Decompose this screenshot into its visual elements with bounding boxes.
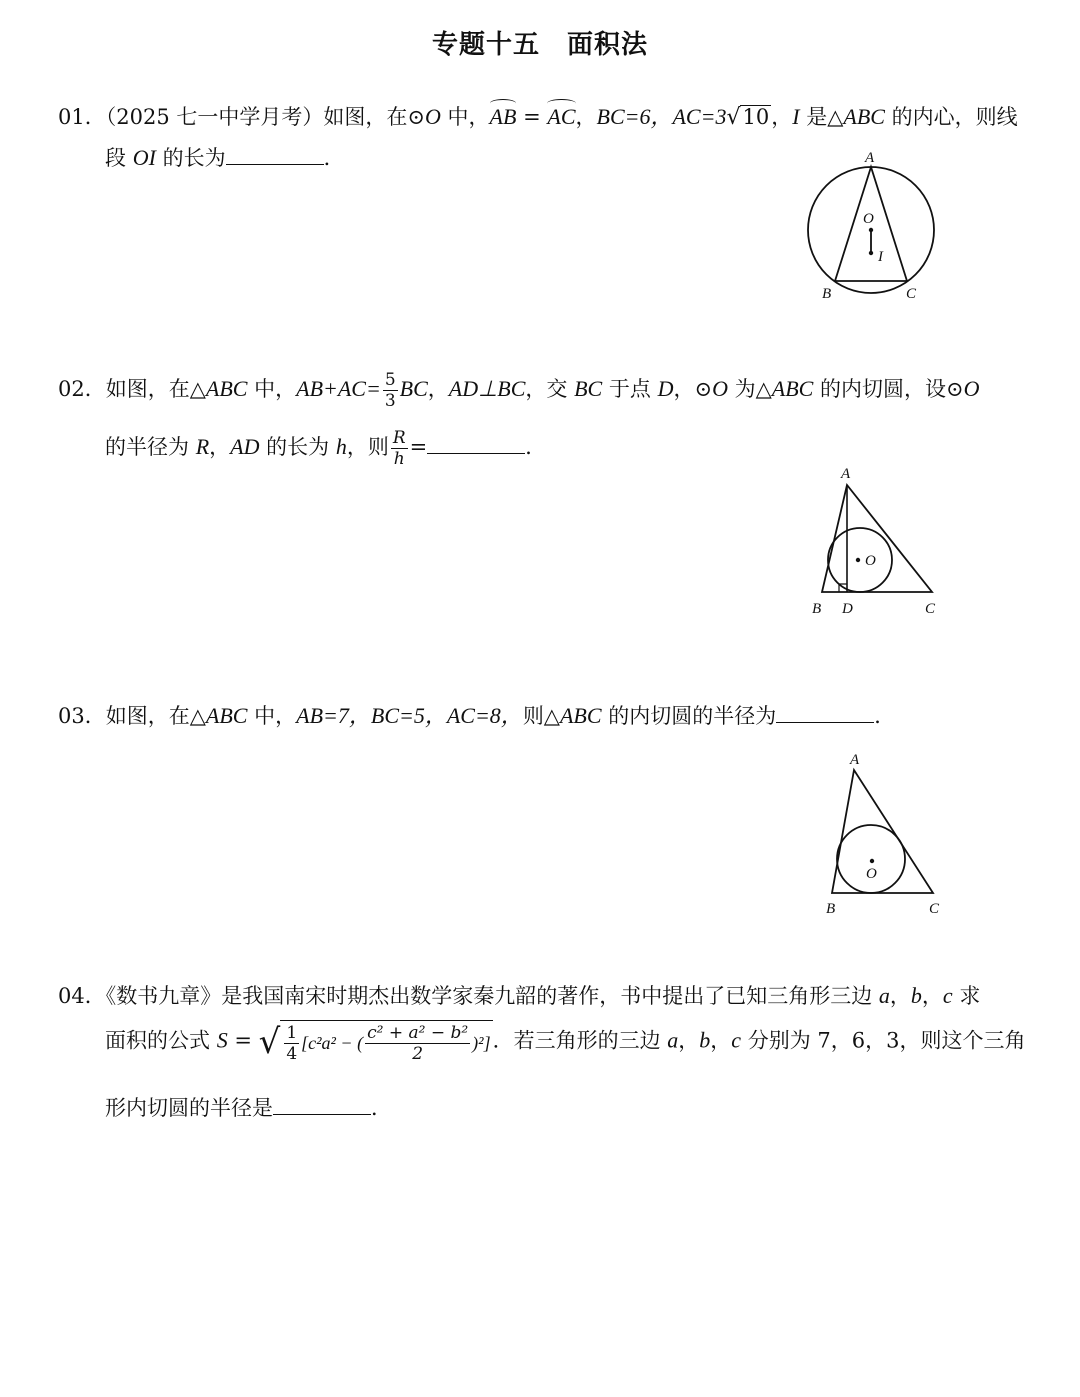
q1-ac: AC=3 [672,104,727,129]
q2-var: AB+AC= [296,376,381,401]
label-a: A [865,150,875,166]
answer-blank[interactable] [226,146,324,165]
q4-var: S [216,1027,228,1053]
q3-text: 的内切圆的半径为 [601,704,777,728]
q3-var: ABC [205,703,248,728]
q3-figure [815,745,955,920]
q4-text: ， [710,1028,732,1053]
q2-text: ， [209,435,231,459]
q2-var: R [195,434,210,459]
q2-figure [805,460,955,620]
q2-var: D [657,376,674,401]
q4-line-3 [105,1092,392,1122]
q3-var: BC=5， [370,703,447,728]
q3-var: AB=7， [296,703,371,728]
incircle [837,825,905,893]
point-o [869,228,873,232]
label-i: I [878,249,883,265]
q2-text: ，⊙ [673,377,713,401]
q2-var: h [335,434,347,459]
q2-ratio: $\frac{R}{h}$ [392,428,406,469]
q2-var: BC [399,376,428,401]
q4-text: 形内切圆的半径是 [105,1096,273,1120]
label-c: C [925,601,936,617]
label-o: O [866,866,877,882]
q2-text: 的半径为 [105,435,196,459]
q1-text: 的长为 [155,146,226,170]
q1-text: ， [575,105,597,129]
label-o: O [865,553,876,569]
q1-text: 中， [440,105,490,129]
q1-line-2 [105,142,345,172]
label-d: D [842,601,853,617]
q1-text: 段 [105,146,133,170]
q2-text: ， [427,377,449,401]
q2-fraction: $\frac{5}{3}$ [384,370,396,411]
q1-source: （2025 七一中学月考） [105,105,324,129]
q4-text: ．若三角形的三边 [492,1028,668,1053]
q2-var: AD [230,434,260,459]
q4-text: ， [678,1028,700,1053]
answer-blank[interactable] [427,435,525,454]
q4-text: ， [889,984,911,1008]
q1-number: 01． [58,105,106,129]
q1-text: 的内心，则线 [884,105,1018,129]
q2-var: BC [574,376,603,401]
label-a: A [841,466,851,482]
q1-arc-ab: AB [489,104,517,129]
triangle-abc [832,770,933,893]
q3-number: 03． [58,704,106,728]
q2-text: 中， [247,377,297,401]
q3-text: ． [874,704,896,728]
q2-text: 的长为 [259,435,336,459]
q4-line-2: 面积的公式 S = √ $\frac{1}{4}$ [c²a² − ( $\frac{\text{c² + a² − b²}}{2}$ )²]．若三角形的三边 a，b，c 分别为 7，6，3，则这个三角 [105,1022,1026,1064]
q3-text: 则△ [522,704,560,728]
q2-text: 于点 [602,377,658,401]
q2-number: 02． [58,377,106,401]
q2-text: ，交 [525,377,575,401]
q1-text: 是△ [799,105,844,129]
q4-var: a [667,1027,679,1053]
q4-line-1 [58,980,980,1010]
q1-arc-ac: AC [547,104,576,129]
q1-line-1: 01．（2025 七一中学月考）如图，在⊙O 中，AB = AC，BC=6，AC=3√10，I 是△ABC 的内心，则线 [58,104,1018,130]
q1-text: = [516,105,548,129]
q3-text: 如图，在△ [105,704,206,728]
q4-var: a [878,983,890,1008]
answer-blank[interactable] [776,704,874,723]
q3-var: AC=8， [446,703,523,728]
q1-var: I [792,104,800,129]
label-c: C [929,901,940,917]
q1-text: 如图，在⊙ [323,105,425,129]
q2-var: AD⊥BC [448,376,526,401]
q4-text: = [227,1028,259,1053]
q2-text: ． [525,435,547,459]
point-o [870,859,874,863]
q1-var: O [424,104,441,129]
q1-sqrt: 10 [742,105,770,129]
q1-text: ． [323,146,345,170]
q4-text: 求 [952,984,981,1008]
point-i [869,251,873,255]
q4-var: c [731,1027,742,1053]
q2-text: 如图，在△ [105,377,206,401]
label-c: C [906,286,917,302]
q2-var: O [712,376,728,401]
q2-text: ，则 [346,435,389,459]
q1-bc: BC=6， [596,104,673,129]
q4-text: 《数书九章》是我国南宋时期杰出数学家秦九韶的著作，书中提出了已知三角形三边 [105,984,879,1008]
q1-var: OI [132,145,156,170]
q2-text: 的内切圆，设⊙ [813,377,964,401]
point-o [856,558,860,562]
q2-var: ABC [205,376,248,401]
label-a: A [850,752,860,768]
q4-var: c [942,983,953,1008]
q2-text: 为△ [727,377,772,401]
q1-figure [800,146,950,306]
qin-jiushao-formula: $\frac{1}{4}$ [c²a² − ( $\frac{\text{c² + a² − b²}}{2}$ )²] [280,1020,492,1064]
q4-text: 面积的公式 [105,1028,217,1053]
q2-line-2 [105,428,546,469]
q1-text: ， [771,105,793,129]
q4-text: ． [371,1096,392,1120]
q4-var: b [699,1027,711,1053]
q2-text: = [409,435,428,459]
answer-blank[interactable] [273,1096,371,1115]
q4-text: ， [921,984,943,1008]
triangle-abc [822,485,932,592]
label-b: B [822,286,832,302]
q2-var: ABC [771,376,814,401]
q3-text: 中， [247,704,297,728]
label-o: O [863,211,874,227]
label-b: B [826,901,836,917]
q2-var: O [963,376,980,401]
q1-var: ABC [843,104,885,129]
label-b: B [812,601,822,617]
q2-line-1 [58,370,980,411]
page-title: 专题十五 面积法 [431,30,648,60]
q3-var: ABC [559,703,602,728]
q4-var: b [910,983,922,1008]
q4-number: 04． [58,984,106,1008]
q3-line-1 [58,699,895,730]
q4-text: 分别为 7，6，3，则这个三角 [741,1028,1026,1053]
